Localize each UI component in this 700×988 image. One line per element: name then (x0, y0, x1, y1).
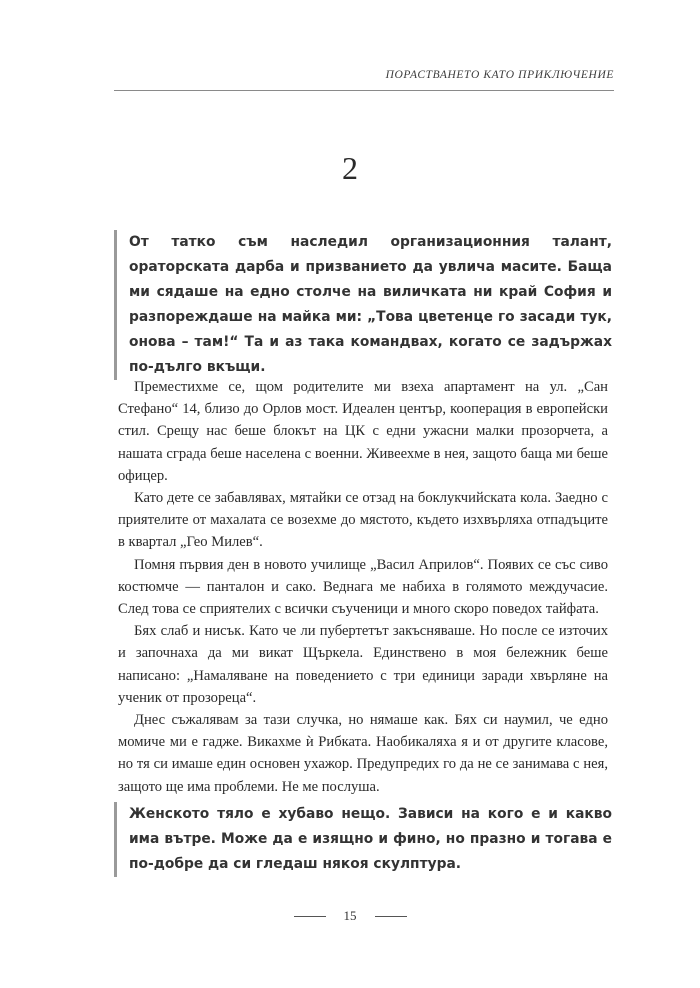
closing-quote-text: Женското тяло е хубаво нещо. Зависи на кого е и какво има вътре. Може да е изящно и фино, но празно и тогава е по-добре да си гледаш някоя скулптура. (129, 806, 612, 872)
chapter-number: 2 (342, 150, 358, 186)
closing-quote (114, 802, 612, 877)
header-rule (114, 90, 614, 91)
body-text (118, 376, 608, 798)
footer-rule-right (375, 916, 407, 917)
paragraph: Бях слаб и нисък. Като че ли пубертетът закъсняваше. Но после се източих и започнаха да ми викат Щъркела. Единствено в моя бележник беше написано: „Намаляване на поведението с три единици заради хвърляне на ученик от прозореца“. (118, 623, 608, 706)
epigraph-quote (114, 230, 612, 380)
running-head: ПОРАСТВАНЕТО КАТО ПРИКЛЮЧЕНИЕ (385, 69, 614, 81)
page-number: 15 (343, 908, 357, 923)
footer-rule-left (294, 916, 326, 917)
paragraph: Днес съжалявам за тази случка, но нямаше как. Бях си наумил, че едно момиче ми е гадже. Викахме ѝ Рибката. Наобикаляха я и от другите класове, но тя си имаше един основен ухажор. Предупредих го да не се занимава с нея, защото ще има проблеми. Не ме послуша. (118, 712, 608, 795)
paragraph: Като дете се забавлявах, мятайки се отзад на боклукчийската кола. Заедно с приятелите от махалата се возехме до мястото, където изхвърляха отпадъците в квартал „Гео Милев“. (118, 490, 608, 551)
page-footer (0, 908, 700, 924)
paragraph: Помня първия ден в новото училище „Васил Априлов“. Появих се със сиво костюмче — панталон и сако. Веднага ме набиха в голямото междучасие. След това се сприятелих с всички съученици и много скоро поведох тайфата. (118, 556, 608, 618)
epigraph-text: От татко съм наследил организационния талант, ораторската дарба и призванието да увлича масите. Баща ми сядаше на едно столче на виличката ни край София и разпореждаше на майка ми: „Това цветенце го засади тук, онова – там!“ Та и аз така командвах, когато се задържах по-дълго вкъщи. (129, 234, 612, 375)
paragraph: Преместихме се, щом родителите ми взеха апартамент на ул. „Сан Стефано“ 14, близо до Орлов мост. Идеален център, кооперация в европейски стил. Срещу нас беше блокът на ЦК с едни ужасни малки прозорчета, а нашата сграда беше населена с военни. Живеехме в нея, защото баща ми беше офицер. (118, 379, 608, 484)
